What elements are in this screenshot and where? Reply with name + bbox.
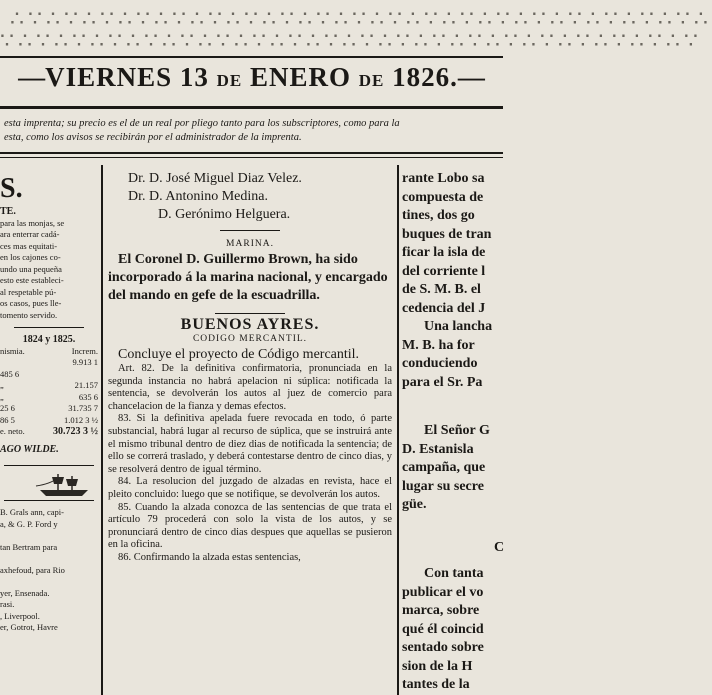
masthead-ornament: ∴∵∴∵∴∵∴∵∴∵∴∵∴∵∴∵∴∵∴∵∴∵∴∵∴∵∴∵∴∵∴∵∴∵∴∵∴∵∴ ∵∴∵∴∵∴∵∴∵∴∵∴∵∴∵∴∵∴∵∴∵∴∵∴∵∴∵∴∵∴∵∴∵∴∵∴∵∴∵	[0, 6, 712, 53]
ship-line: a, & G. P. Ford y	[0, 518, 58, 529]
right-line: Con tanta	[424, 566, 484, 581]
dateline-day: VIERNES 13	[45, 62, 209, 92]
ship-line	[0, 553, 98, 565]
right-line: campaña, que	[402, 460, 486, 475]
ship-line	[0, 576, 98, 588]
signature: AGO WILDE.	[0, 443, 59, 455]
article-paragraph: 83. Si la definitiva apelada fuere revocada en todo, ó parte substancial, habrá lugar al recurso de súplica, que se instruirá ante el mismo tribunal dentro de diez dias de notificada la sentencia; de ello se correrá traslado, y deberá contestarse dentro de cinco dias, y se resolverá dentro de igual término.	[108, 413, 392, 475]
right-line: tantes de la	[402, 677, 470, 692]
left-line: ces mas equitati-	[0, 240, 58, 251]
marina-paragraph: El Coronel D. Guillermo Brown, ha sido incorporado á la marina nacional, y encargado del mando en gefe de la escuadrilla.	[108, 252, 388, 303]
divider	[220, 230, 280, 231]
column-divider-right	[397, 165, 399, 695]
left-line: ara enterrar cadá-	[0, 229, 60, 239]
subhead-codigo: CODIGO MERCANTIL.	[192, 334, 308, 344]
right-line: para el Sr. Pa	[402, 374, 483, 390]
middle-column	[108, 170, 392, 565]
table-row	[0, 392, 98, 404]
divider	[14, 327, 84, 328]
name-line: Dr. D. Antonino Medina.	[128, 189, 268, 204]
table-cell: 1.012 3 ½	[64, 414, 98, 425]
table-cell: 86 5	[0, 414, 15, 425]
ship-line: yer, Ensenada.	[0, 587, 50, 598]
right-line: conduciendo	[402, 356, 478, 371]
right-line: M. B. ha for	[402, 337, 475, 353]
name-line: Dr. D. José Miguel Diaz Velez.	[128, 171, 302, 186]
table-row	[0, 415, 98, 427]
divider	[215, 313, 285, 314]
left-line: undo una pequeña	[0, 263, 62, 274]
right-line: de S. M. B. el	[402, 282, 481, 297]
dateline: —VIERNES 13 DE ENERO DE 1826.—	[18, 62, 485, 92]
left-line: esto este estableci-	[0, 275, 64, 285]
ship-line	[0, 530, 98, 542]
divider	[4, 500, 94, 501]
section-letter: S.	[0, 173, 23, 204]
table-cell: 25 6	[0, 403, 15, 413]
right-line: cedencia del J	[402, 300, 486, 316]
right-line: marca, sobre	[402, 603, 480, 618]
table-row	[0, 380, 98, 392]
article-paragraph: 84. La resolucion del juzgado de alzadas en revista, hace el pleito concluido: luego que se notifique, se devolverán los autos.	[108, 476, 392, 500]
section-label-marina: MARINA.	[226, 239, 274, 249]
left-line: tomento servido.	[0, 309, 58, 320]
name-line: D. Gerónimo Helguera.	[158, 207, 291, 222]
notice-rule	[0, 152, 503, 154]
right-line: D. Estanisla	[402, 441, 474, 457]
notice-line-1: esta imprenta; su precio es el de un real por pliego tanto para los subscriptores, como para la	[4, 118, 400, 129]
divider	[4, 465, 94, 466]
dateline-month: ENERO	[250, 62, 352, 92]
left-line: al respetable pú-	[0, 286, 57, 297]
table-cell: 21.157	[74, 380, 98, 390]
table-row	[0, 403, 98, 415]
left-column	[0, 170, 98, 634]
right-line: lugar su secre	[402, 478, 484, 494]
table-row	[0, 369, 98, 381]
table-cell: 30.723 3 ½	[53, 426, 98, 437]
table-cell: „	[0, 380, 4, 390]
table-cell: „	[0, 391, 4, 402]
notice-rule-thin	[0, 157, 503, 158]
dateline-year: 1826.	[392, 62, 458, 92]
headline-buenos-ayres: BUENOS AYRES.	[180, 316, 320, 333]
left-line: para las monjas, se	[0, 217, 65, 228]
table-cell: 9.913 1	[72, 357, 98, 367]
dateline-de-1: DE	[216, 71, 243, 90]
ship-line: axhefoud, para Rio	[0, 564, 65, 575]
article-paragraph: 85. Cuando la alzada conozca de las sentencias de que trata el artículo 79 procederá con solo la vista de los autos, y se pronunciará dentro de cinco dias despues que aquellas se pusieron en la oficina.	[108, 501, 392, 551]
article-paragraph: Art. 82. De la definitiva confirmatoria, pronunciada en la segunda instancia no habrá apelacion ni súplica: notificada la sentencia, se devolverán los autos al juez de comercio para chancelacion de la fianza y demas efectos.	[108, 363, 392, 412]
left-line: os casos, pues lle-	[0, 298, 62, 308]
right-line: sentado sobre	[402, 640, 484, 655]
right-line: Una lancha	[424, 319, 493, 334]
right-line: C	[494, 539, 505, 555]
intro-paragraph: Concluye el proyecto de Código mercantil.	[118, 347, 360, 362]
table-header-cell: Increm.	[71, 345, 98, 356]
years-heading: 1824 y 1825.	[22, 334, 76, 345]
subscription-notice	[4, 117, 504, 145]
table-row	[0, 426, 98, 438]
left-line: TE.	[0, 206, 16, 217]
table-cell: 31.735 7	[68, 403, 98, 413]
ship-line: rasi.	[0, 599, 15, 609]
dateline-rule	[0, 106, 503, 109]
dateline-de-2: DE	[358, 71, 385, 90]
ship-line: er, Gotrot, Havre	[0, 622, 58, 632]
right-line: publicar el vo	[402, 584, 484, 600]
notice-line-2: esta, como los avisos se recibirán por el administrador de la imprenta.	[4, 132, 302, 143]
right-line: güe.	[402, 497, 427, 512]
ship-icon	[0, 472, 98, 498]
right-column	[402, 170, 503, 695]
top-rule	[0, 56, 503, 58]
ship-line: tan Bertram para	[0, 541, 58, 552]
right-line: qué él coincid	[402, 621, 484, 637]
left-line: en los cajones co-	[0, 252, 61, 262]
table-header	[0, 346, 98, 358]
table-cell: e. neto.	[0, 426, 25, 436]
right-line: El Señor G	[424, 423, 490, 438]
article-paragraph: 86. Confirmando la alzada estas sentencias,	[118, 551, 301, 563]
right-line: rante Lobo sa	[402, 171, 485, 186]
table-row	[0, 357, 98, 369]
table-header-cell: nismia.	[0, 345, 25, 356]
ship-line: , Liverpool.	[0, 610, 40, 621]
right-line: buques de tran	[402, 226, 492, 242]
right-line: compuesta de	[402, 189, 484, 205]
column-divider-left	[101, 165, 103, 695]
right-line: del corriente l	[402, 263, 486, 279]
right-line: ficar la isla de	[402, 245, 486, 260]
table-cell: 635 6	[78, 391, 98, 402]
table-cell: 485 6	[0, 368, 20, 379]
right-line: sion de la H	[402, 658, 473, 674]
right-line: tines, dos go	[402, 208, 475, 223]
ship-line: B. Grals ann, capi-	[0, 507, 64, 517]
